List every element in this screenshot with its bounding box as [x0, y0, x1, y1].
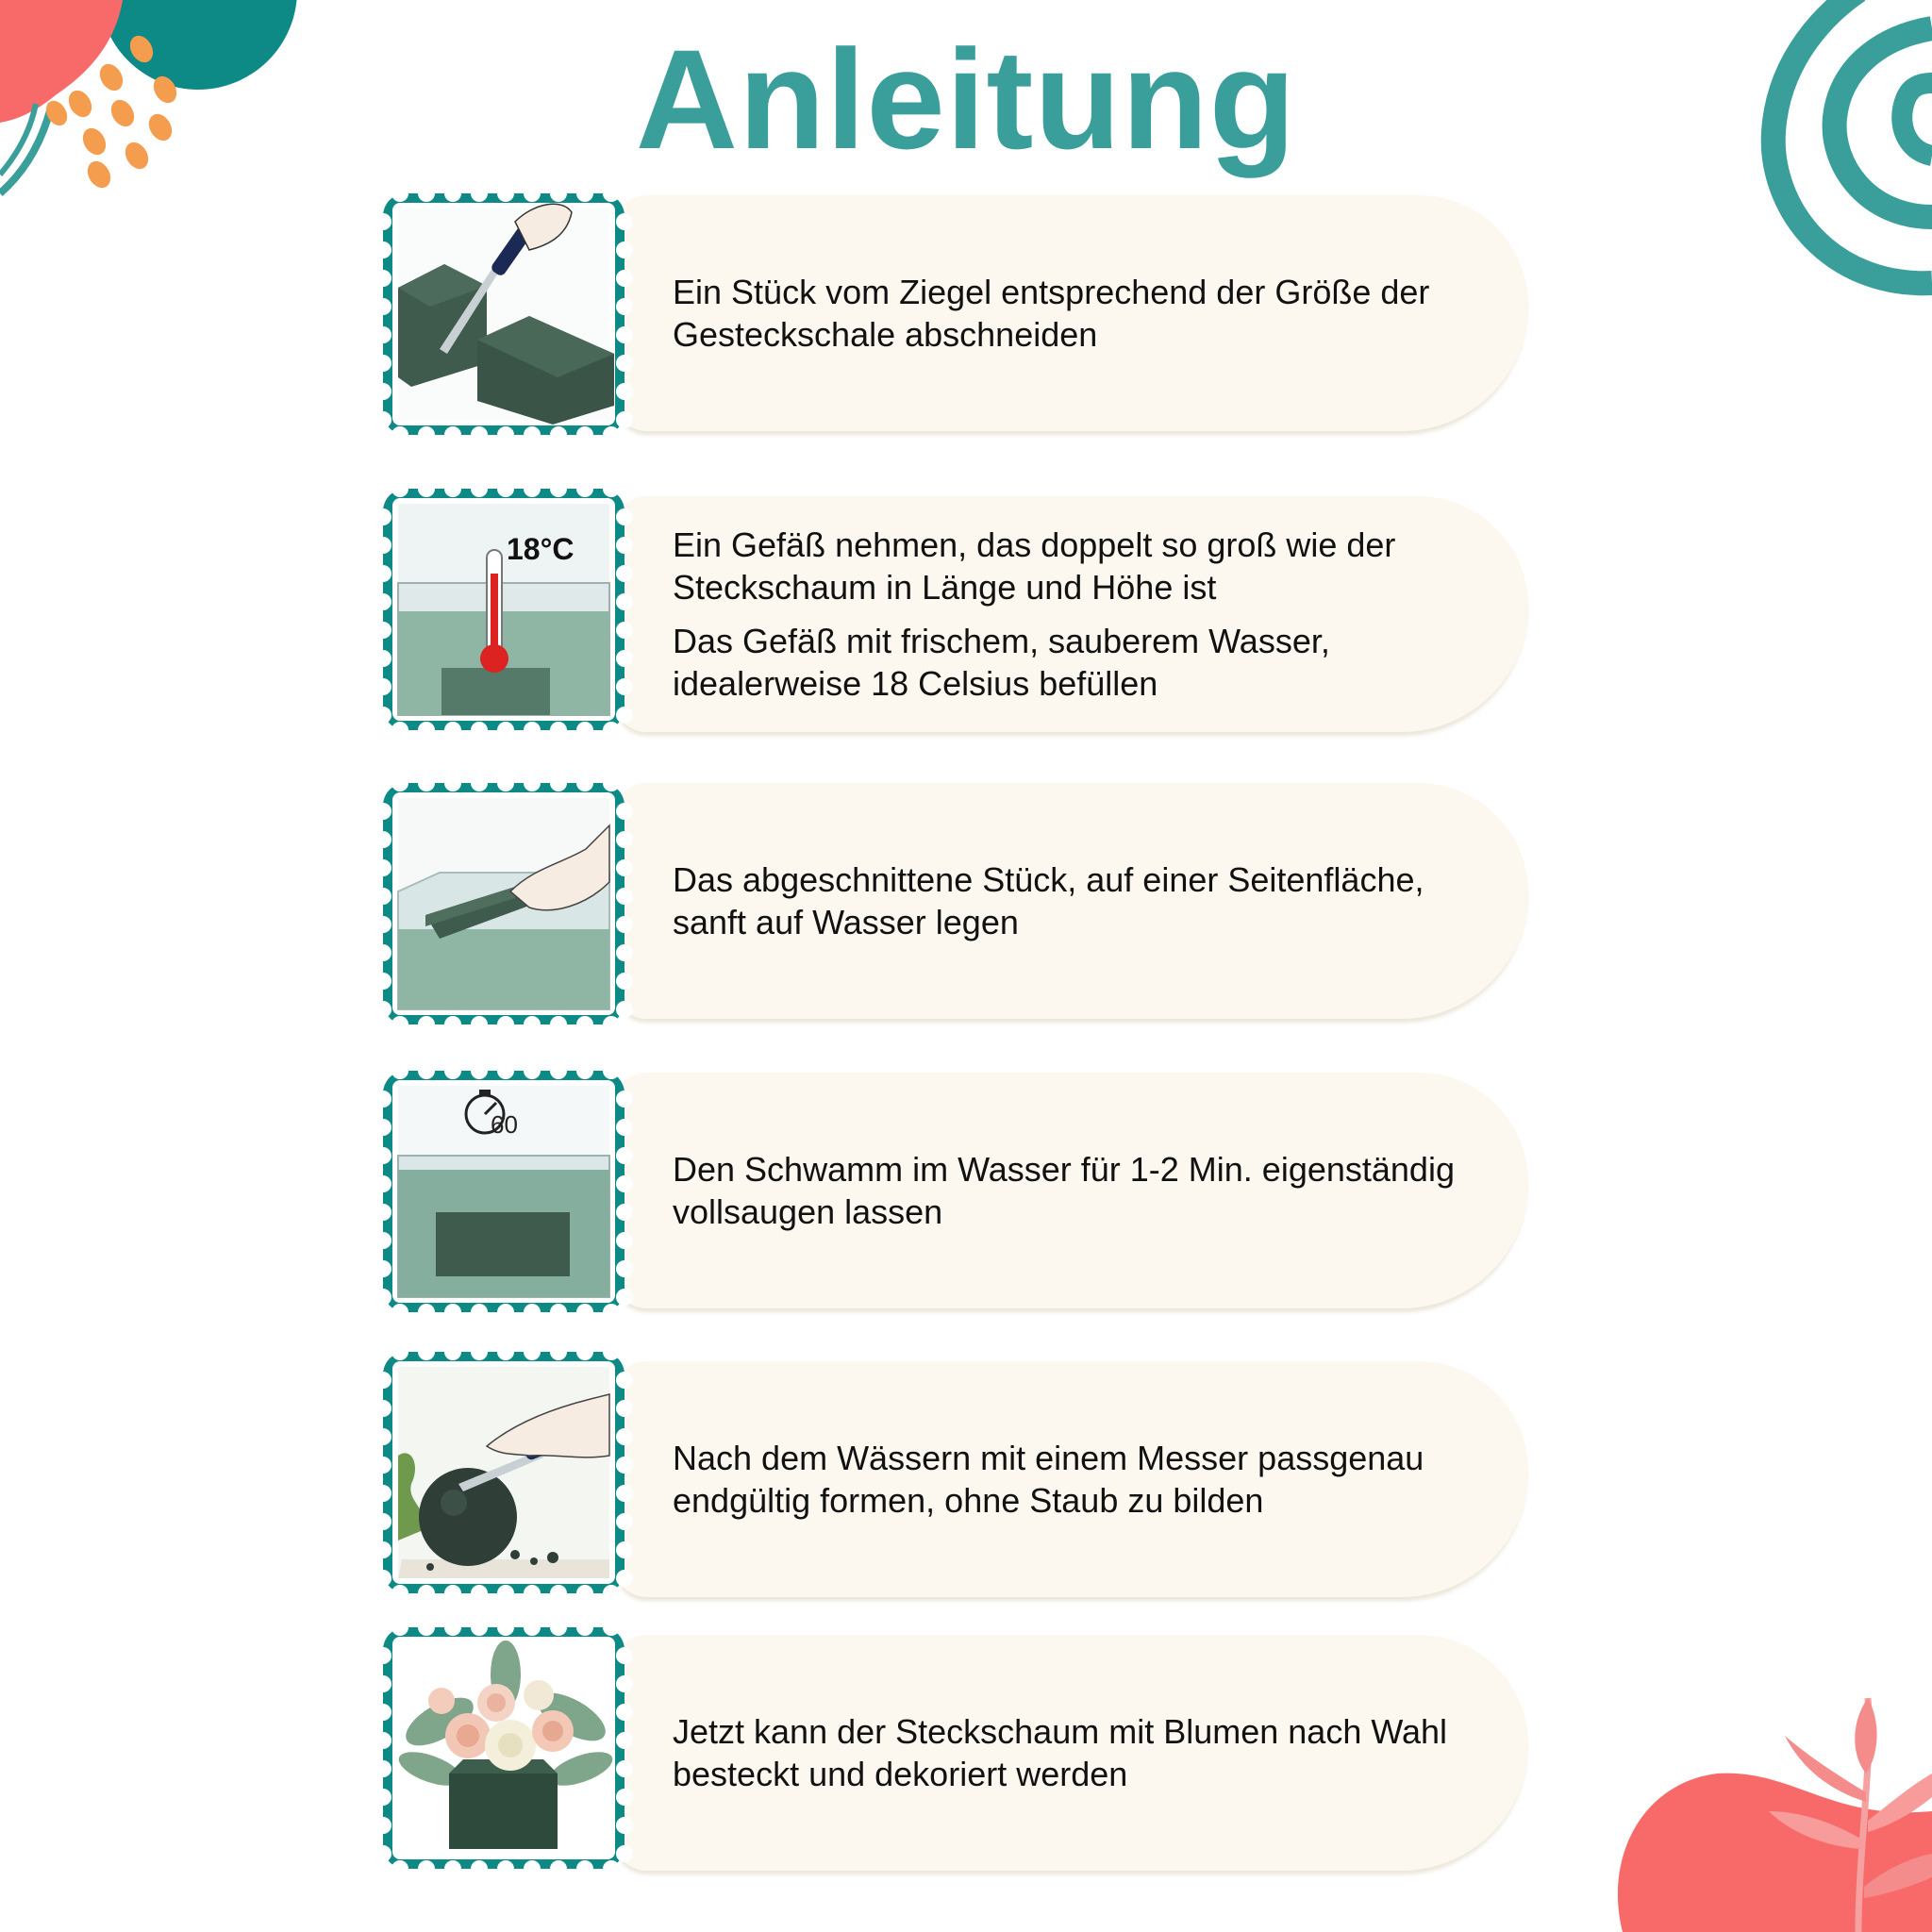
step-2 — [0, 479, 1932, 743]
step-1-card — [613, 195, 1528, 431]
step-5-text: Nach dem Wässern mit einem Messer passgenau endgültig formen, ohne Staub zu bilden — [673, 1439, 1424, 1520]
timer-label: 60 — [491, 1110, 518, 1139]
step-2-text-1: Ein Gefäß nehmen, das doppelt so groß wie der Steckschaum in Länge und Höhe ist — [673, 525, 1396, 607]
page-title: Anleitung — [635, 20, 1297, 178]
step-1 — [0, 184, 1932, 448]
temperature-label: 18°C — [507, 532, 575, 566]
thermometer-water-icon — [374, 479, 634, 740]
hand-placing-foam-icon — [374, 774, 634, 1034]
step-4-text: Den Schwamm im Wasser für 1-2 Min. eigenständig vollsaugen lassen — [673, 1150, 1455, 1231]
step-2-text-2: Das Gefäß mit frischem, sauberem Wasser, idealerweise 18 Celsius befüllen — [673, 622, 1330, 703]
step-6-card — [613, 1635, 1528, 1871]
flower-arrangement-icon — [374, 1618, 634, 1878]
step-1-text: Ein Stück vom Ziegel entsprechend der Größe der Gesteckschale abschneiden — [673, 273, 1430, 354]
step-5-card — [613, 1361, 1528, 1597]
step-3 — [0, 774, 1932, 1038]
step-3-text: Das abgeschnittene Stück, auf einer Seitenfläche, sanft auf Wasser legen — [673, 860, 1424, 941]
step-3-card — [613, 783, 1528, 1019]
step-2-card — [613, 496, 1528, 732]
stopwatch-soaking-icon — [374, 1061, 634, 1322]
step-5 — [0, 1342, 1932, 1607]
step-6 — [0, 1618, 1932, 1882]
step-4-card — [613, 1073, 1528, 1308]
knife-cutting-foam-icon — [374, 184, 634, 444]
knife-shaping-foam-icon — [374, 1342, 634, 1603]
step-6-text: Jetzt kann der Steckschaum mit Blumen nach Wahl besteckt und dekoriert werden — [673, 1712, 1448, 1793]
step-4 — [0, 1061, 1932, 1325]
